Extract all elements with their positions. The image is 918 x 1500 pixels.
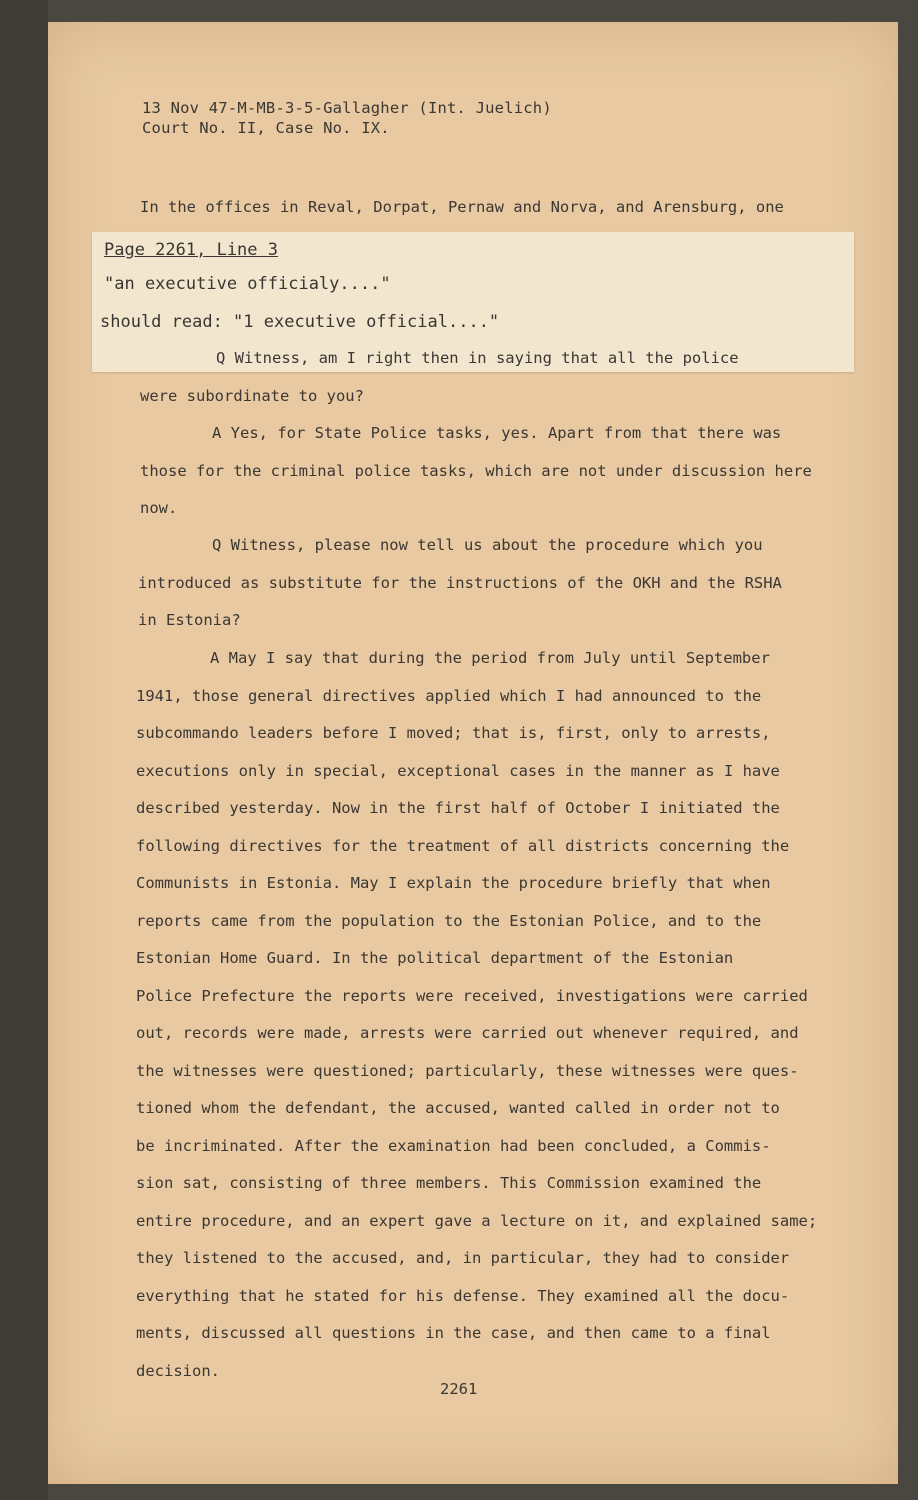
para-line: were subordinate to you? xyxy=(140,386,364,405)
para-line: the witnesses were questioned; particularly, these witnesses were ques- xyxy=(136,1061,799,1080)
paragraph-q1 xyxy=(140,340,820,415)
intro-line: In the offices in Reval, Dorpat, Pernaw and Norva, and Arensburg, one xyxy=(140,198,784,216)
para-line: Q Witness, am I right then in saying that all the police xyxy=(216,349,739,367)
binder-edge xyxy=(0,0,48,1500)
paragraph-a1 xyxy=(140,415,820,528)
para-line: executions only in special, exceptional cases in the manner as I have xyxy=(136,761,780,780)
correction-should-read: should read: "1 executive official...." xyxy=(100,312,500,332)
para-line: Estonian Home Guard. In the political department of the Estonian xyxy=(136,949,734,967)
para-line: ments, discussed all questions in the case, and then came to a final xyxy=(136,1324,771,1342)
para-line: sion sat, consisting of three members. This Commission examined the xyxy=(136,1174,762,1192)
para-line: reports came from the population to the Estonian Police, and to the xyxy=(136,911,762,930)
page-number: 2261 xyxy=(440,1380,478,1398)
para-line: they listened to the accused, and, in particular, they had to consider xyxy=(136,1249,790,1267)
para-line: A May I say that during the period from July until September xyxy=(210,649,770,667)
para-line: 1941, those general directives applied which I had announced to the xyxy=(136,686,762,705)
document-header xyxy=(142,98,552,138)
para-line: entire procedure, and an expert gave a lecture on it, and explained same; xyxy=(136,1211,818,1230)
para-line: introduced as substitute for the instructions of the OKH and the RSHA xyxy=(138,573,782,592)
para-line: everything that he stated for his defense. They examined all the docu- xyxy=(136,1286,790,1305)
header-line-1: 13 Nov 47-M-MB-3-5-Gallagher (Int. Juelich) xyxy=(142,99,552,117)
paragraph-q2 xyxy=(138,527,818,640)
para-line: Q Witness, please now tell us about the procedure which you xyxy=(212,536,763,554)
para-line: described yesterday. Now in the first half of October I initiated the xyxy=(136,799,780,817)
para-line: out, records were made, arrests were carried out whenever required, and xyxy=(136,1024,799,1042)
para-line: those for the criminal police tasks, which are not under discussion here xyxy=(140,461,812,480)
para-line: tioned whom the defendant, the accused, wanted called in order not to xyxy=(136,1099,780,1117)
paragraph-a2 xyxy=(136,640,816,1390)
header-line-2: Court No. II, Case No. IX. xyxy=(142,119,390,137)
correction-wrong-text: "an executive officialy...." xyxy=(104,274,391,294)
para-line: Communists in Estonia. May I explain the procedure briefly that when xyxy=(136,874,771,892)
para-line: in Estonia? xyxy=(138,611,241,629)
para-line: now. xyxy=(140,499,178,517)
para-line: be incriminated. After the examination had been concluded, a Commis- xyxy=(136,1136,771,1155)
para-line: Police Prefecture the reports were received, investigations were carried xyxy=(136,986,808,1005)
para-line: following directives for the treatment of all districts concerning the xyxy=(136,836,790,855)
correction-ref: Page 2261, Line 3 xyxy=(104,240,278,260)
para-line: A Yes, for State Police tasks, yes. Apart from that there was xyxy=(212,424,782,442)
para-line: decision. xyxy=(136,1361,220,1380)
para-line: subcommando leaders before I moved; that is, first, only to arrests, xyxy=(136,724,771,742)
